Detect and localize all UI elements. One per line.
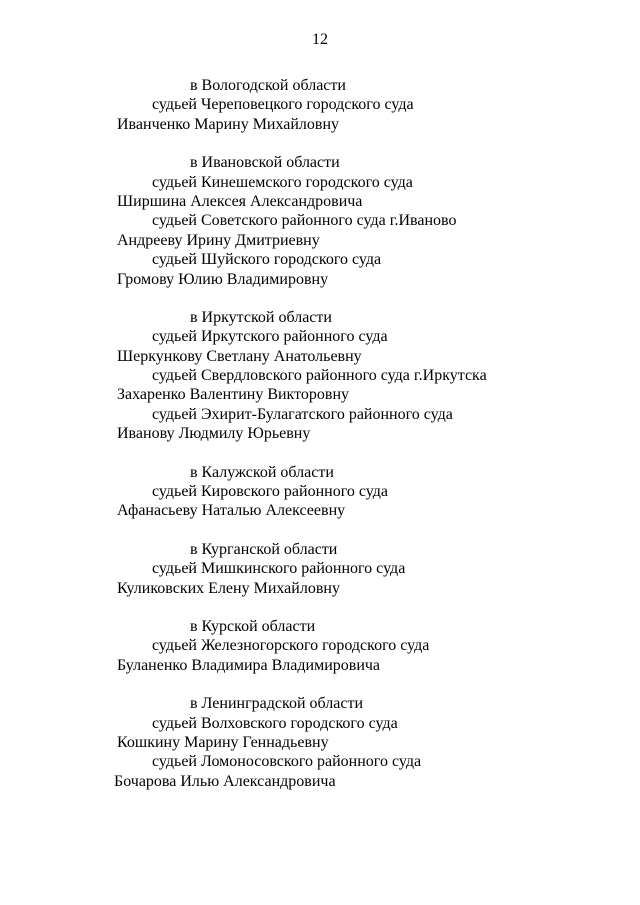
court-position: судьей Эхирит-Булагатского районного суда: [152, 405, 453, 423]
court-position: судьей Кировского районного суда: [152, 483, 388, 501]
court-position: судьей Железногорского городского суда: [152, 637, 430, 655]
region-heading: в Ленинградской области: [190, 695, 363, 713]
court-position: судьей Череповецкого городского суда: [152, 96, 414, 114]
region-heading: в Курской области: [190, 617, 316, 635]
appointee-name: Афанасьеву Наталью Алексеевну: [117, 502, 346, 520]
appointee-name: Ширшина Алексея Александровича: [117, 192, 363, 210]
appointee-name: Буланенко Владимира Владимировича: [117, 656, 381, 674]
appointee-name: Захаренко Валентину Викторовну: [117, 386, 350, 404]
appointee-name: Иванову Людмилу Юрьевну: [117, 425, 311, 443]
court-position: судьей Ломоносовского районного суда: [152, 753, 422, 771]
appointee-name: Громову Юлию Владимировну: [117, 270, 329, 288]
court-position: судьей Кинешемского городского суда: [152, 173, 413, 191]
region-block: [0, 153, 640, 289]
appointee-name: Шеркункову Светлану Анатольевну: [117, 347, 362, 365]
court-position: судьей Волховского городского суда: [152, 714, 398, 732]
court-position: судьей Мишкинского районного суда: [152, 560, 406, 578]
court-position: судьей Иркутского районного суда: [152, 328, 388, 346]
court-position: судьей Советского районного суда г.Иваново: [152, 212, 457, 230]
region-heading: в Калужской области: [190, 463, 334, 481]
region-block: [0, 694, 640, 791]
page-number: 12: [312, 31, 328, 48]
region-block: [0, 540, 640, 598]
region-block: [0, 308, 640, 444]
appointee-name: Андрееву Ирину Дмитриевну: [117, 231, 320, 249]
court-position: судьей Шуйского городского суда: [152, 251, 382, 269]
region-heading: в Ивановской области: [190, 154, 340, 172]
region-heading: в Вологодской области: [190, 77, 346, 94]
appointee-name: Кошкину Марину Геннадьевну: [117, 733, 329, 751]
region-block: [0, 76, 640, 134]
court-position: судьей Свердловского районного суда г.Иркутска: [152, 367, 487, 385]
region-heading: в Курганской области: [190, 540, 338, 558]
appointee-name: Бочарова Илью Александровича: [114, 772, 336, 790]
region-block: [0, 463, 640, 521]
appointee-name: Иванченко Марину Михайловну: [117, 115, 340, 133]
region-block: [0, 617, 640, 675]
appointee-name: Куликовских Елену Михайловну: [117, 579, 340, 597]
appointments-list: [0, 76, 640, 810]
region-heading: в Иркутской области: [190, 308, 332, 326]
